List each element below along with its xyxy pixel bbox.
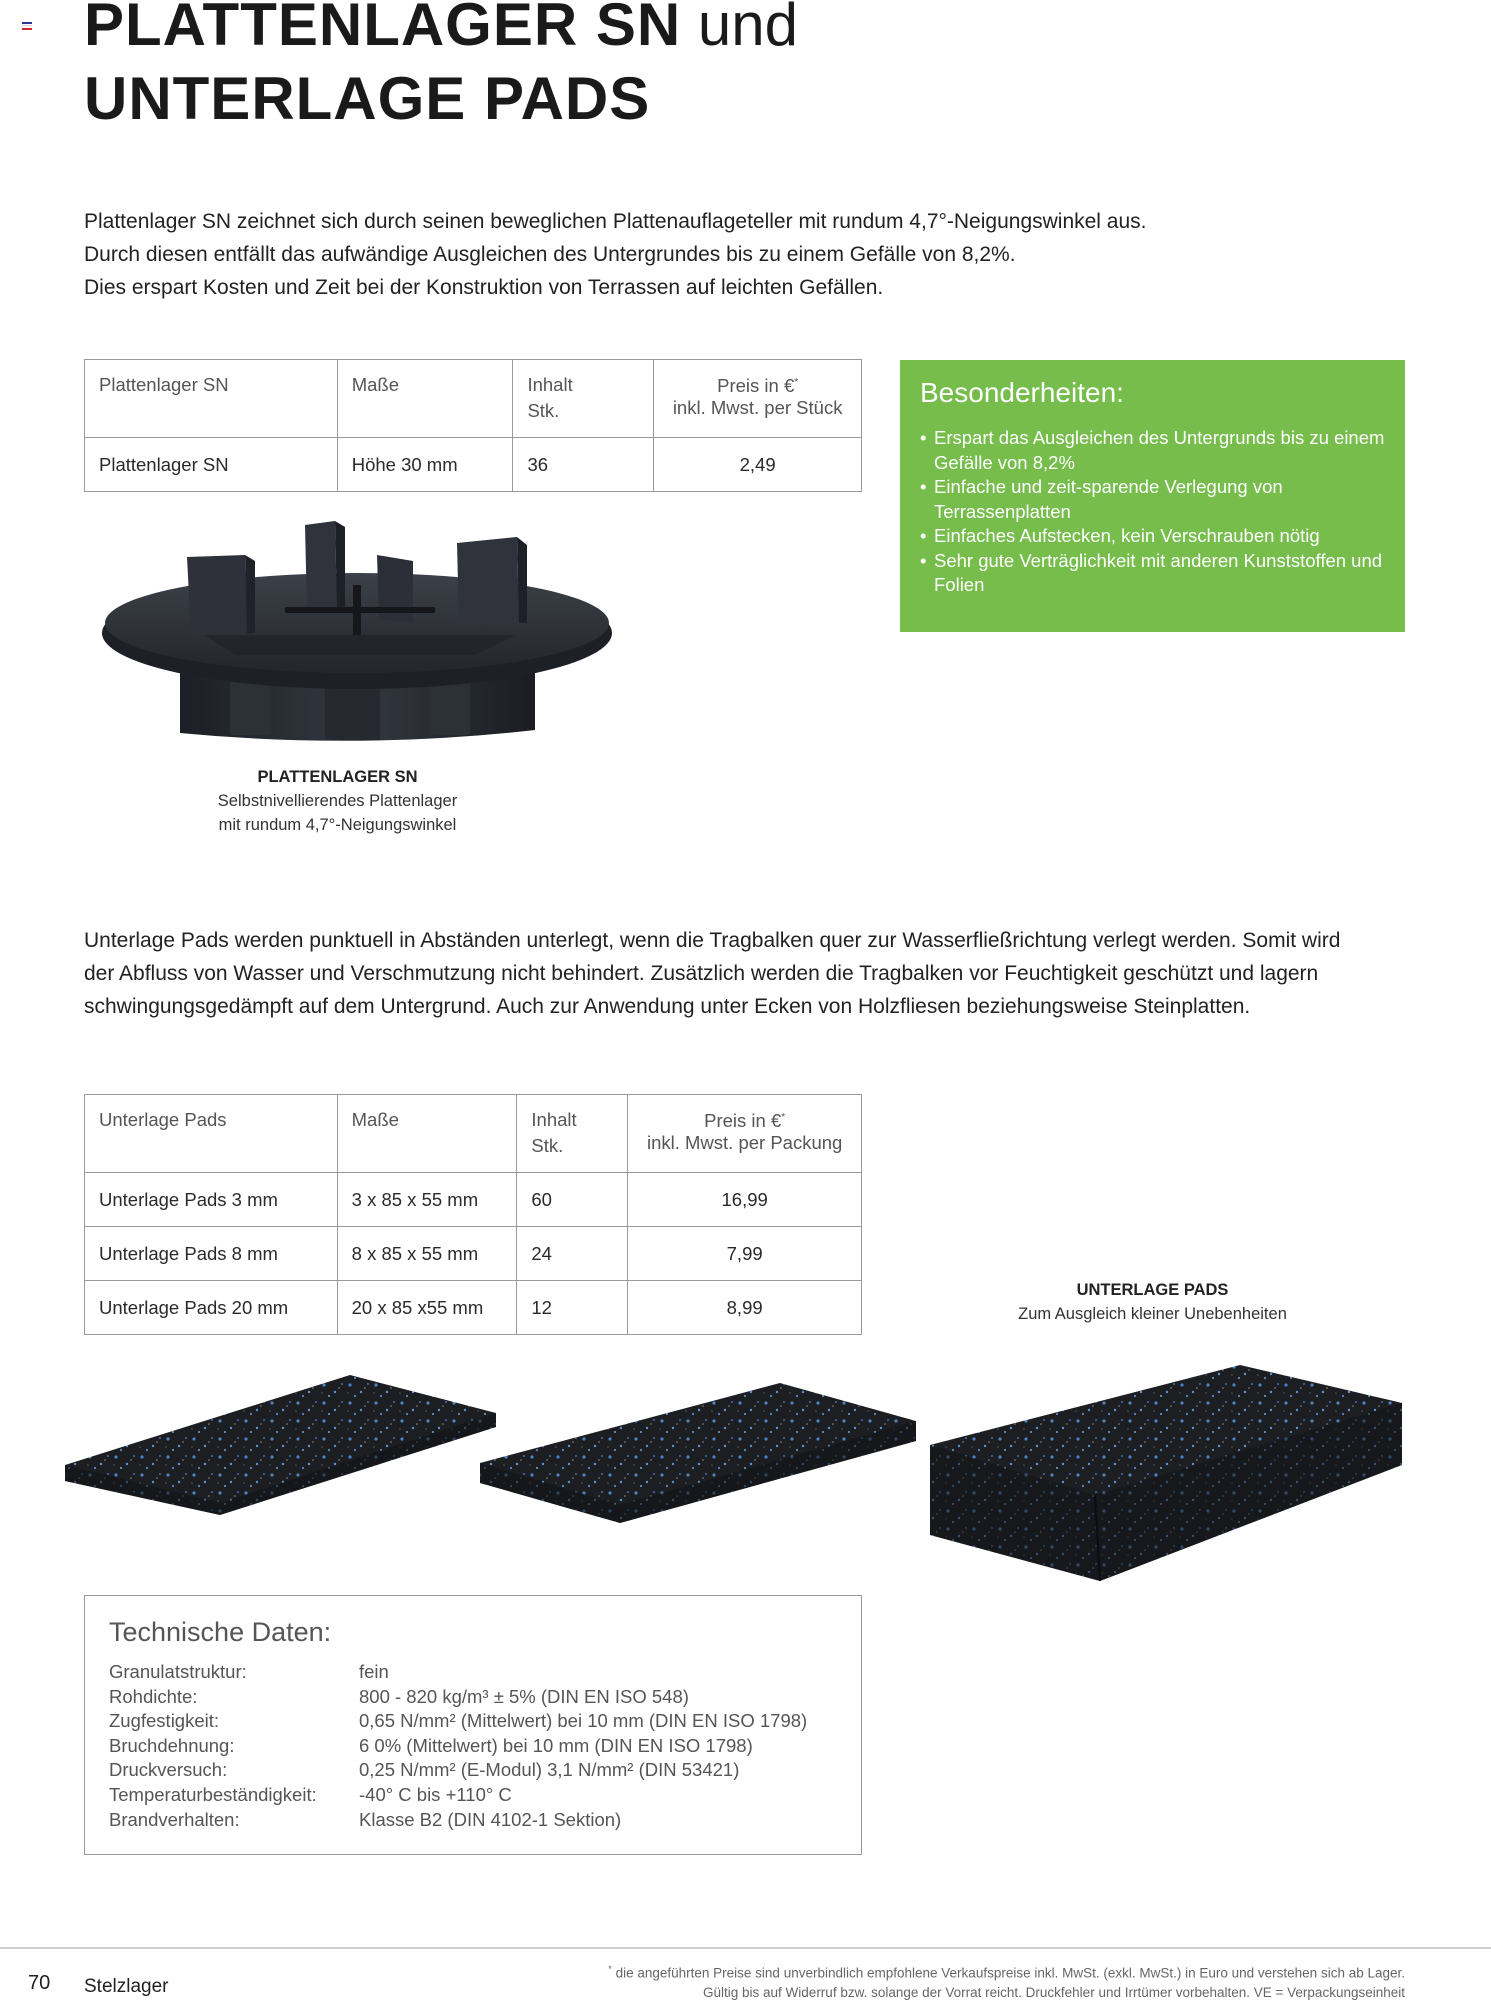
table-cell-price: 16,99 [628,1173,862,1227]
page-title [84,0,798,136]
footnote [505,1960,1405,2000]
table-header-cell [628,1095,862,1173]
intro-line: Durch diesen entfällt das aufwändige Ausgleichen des Untergrundes bis zu einem Gefälle von 8,2%. [84,243,1016,266]
list-item: • Erspart das Ausgleichen des Untergrunds bis zu einem Gefälle von 8,2% [920,426,1385,475]
tech-key: Zugfestigkeit: [109,1710,220,1732]
page-number: 70 [28,1972,51,1994]
section-label: Stelzlager [84,1976,169,1997]
caption-title: PLATTENLAGER SN [257,768,418,786]
tech-row [109,1709,837,1734]
tech-value: 800 - 820 kg/m³ ± 5% (DIN EN ISO 548) [359,1685,689,1707]
features-title: Besonderheiten: [920,377,1124,408]
pads-paragraph: Unterlage Pads werden punktuell in Abständen unterlegt, wenn die Tragbalken quer zur Wasserfließrichtung verlegt werden. Somit wird der Abfluss von Wasser und Verschmutzung nicht behindert. Zusätzlich werden die Tragbalken vor Feuchtigkeit geschützt und lagern schwingungsgedämpft auf dem Untergrund. Auch zur Anwendung unter Ecken von Holzfliesen beziehungsweise Steinplatten. [84,929,1341,1018]
table-row [85,1227,862,1281]
table-header-row [85,360,862,438]
tech-row [109,1808,837,1833]
table-row [85,438,862,492]
tech-key: Granulatstruktur: [109,1661,247,1682]
tech-value: 0,25 N/mm² (E-Modul) 3,1 N/mm² (DIN 53421) [359,1759,740,1781]
table-header-row [85,1095,862,1173]
table-cell: Plattenlager SN [85,438,338,492]
intro-line: Plattenlager SN zeichnet sich durch seinen beweglichen Plattenauflageteller mit rundum 4,7°-Neigungswinkel aus. [84,210,1147,233]
header-inhalt: Inhalt [531,1109,577,1130]
table-header-cell [517,1095,628,1173]
pads-caption [960,1278,1345,1326]
header-preis: Preis in € [704,1110,782,1132]
tech-value: 0,65 N/mm² (Mittelwert) bei 10 mm (DIN EN ISO 1798) [359,1710,808,1732]
tech-row [109,1758,837,1783]
table-cell: 36 [513,438,654,492]
table-header-cell: Unterlage Pads [85,1095,338,1173]
flag-icon [22,22,32,29]
caption-title: UNTERLAGE PADS [1076,1281,1229,1299]
unterlage-pads-product-image [60,1345,1410,1590]
tech-key: Druckversuch: [109,1759,228,1781]
header-preis-sub: inkl. Mwst. per Packung [646,1132,843,1154]
tech-key: Bruchdehnung: [109,1734,235,1756]
tech-value: -40° C bis +110° C [359,1783,512,1805]
footnote-mark: * [608,1964,612,1974]
table-header-cell [513,360,654,438]
footnote-line: die angeführten Preise sind unverbindlich empfohlene Verkaufspreise inkl. MwSt. (exkl. MwSt.) in Euro und verstehen sich ab Lager. [615,1965,1405,1981]
footnote-line: Gültig bis auf Widerruf bzw. solange der Vorrat reicht. Druckfehler und Irrtümer vorbehalten. VE = Verpackungseinheit [703,1984,1405,2000]
table-cell: Höhe 30 mm [337,438,513,492]
table-cell: Unterlage Pads 8 mm [85,1227,338,1281]
tech-row [109,1783,837,1808]
list-item: • Einfache und zeit-sparende Verlegung von Terrassenplatten [920,475,1385,524]
plattenlager-caption [170,765,505,837]
table-cell: 60 [517,1173,628,1227]
footnote-mark: * [781,1112,786,1123]
title-bold-1: PLATTENLAGER SN [84,0,682,58]
table-cell: 12 [517,1281,628,1335]
tech-value: 6 0% (Mittelwert) bei 10 mm (DIN EN ISO 1798) [359,1734,753,1756]
header-preis: Preis in € [717,375,795,397]
table-cell-price: 8,99 [628,1281,862,1335]
title-light: und [681,0,798,58]
table-row [85,1281,862,1335]
caption-line: Selbstnivellierendes Plattenlager [217,792,458,810]
table-cell: 20 x 85 x55 mm [337,1281,517,1335]
header-preis-sub: inkl. Mwst. per Stück [672,397,843,419]
intro-paragraph [84,205,1284,304]
table-header-cell: Plattenlager SN [85,360,338,438]
header-stk: Stk. [531,1135,564,1156]
table-cell: Unterlage Pads 3 mm [85,1173,338,1227]
footnote-mark: * [794,377,799,388]
table-cell: 8 x 85 x 55 mm [337,1227,517,1281]
tech-row [109,1660,837,1685]
plattenlager-price-table [84,359,862,492]
tech-key: Brandverhalten: [109,1808,240,1830]
tech-key: Rohdichte: [109,1685,198,1707]
table-cell-price: 7,99 [628,1227,862,1281]
header-stk: Stk. [527,400,560,421]
technical-data-box [84,1595,862,1855]
list-item: • Einfaches Aufstecken, kein Verschrauben nötig [920,524,1385,549]
table-header-cell: Maße [337,1095,517,1173]
tech-title: Technische Daten: [109,1617,332,1647]
table-cell-price: 2,49 [654,438,862,492]
features-list [920,426,1385,598]
list-item: • Sehr gute Verträglichkeit mit anderen Kunststoffen und Folien [920,549,1385,598]
footer-divider [0,1947,1491,1949]
table-cell: 3 x 85 x 55 mm [337,1173,517,1227]
title-bold-2: UNTERLAGE PADS [84,65,651,132]
header-inhalt: Inhalt [527,374,573,395]
tech-key: Temperaturbeständigkeit: [109,1783,317,1805]
intro-line: Dies erspart Kosten und Zeit bei der Konstruktion von Terrassen auf leichten Gefällen. [84,276,884,299]
tech-value: Klasse B2 (DIN 4102-1 Sektion) [359,1808,622,1830]
table-cell: 24 [517,1227,628,1281]
tech-value: fein [359,1661,389,1682]
table-header-cell [654,360,862,438]
tech-row [109,1734,837,1759]
table-row [85,1173,862,1227]
caption-line: mit rundum 4,7°-Neigungswinkel [218,816,457,834]
features-box [900,360,1405,632]
table-header-cell: Maße [337,360,513,438]
tech-row [109,1685,837,1710]
caption-line: Zum Ausgleich kleiner Unebenheiten [1018,1305,1287,1323]
unterlage-pads-price-table [84,1094,862,1335]
plattenlager-product-image [95,515,625,755]
table-cell: Unterlage Pads 20 mm [85,1281,338,1335]
